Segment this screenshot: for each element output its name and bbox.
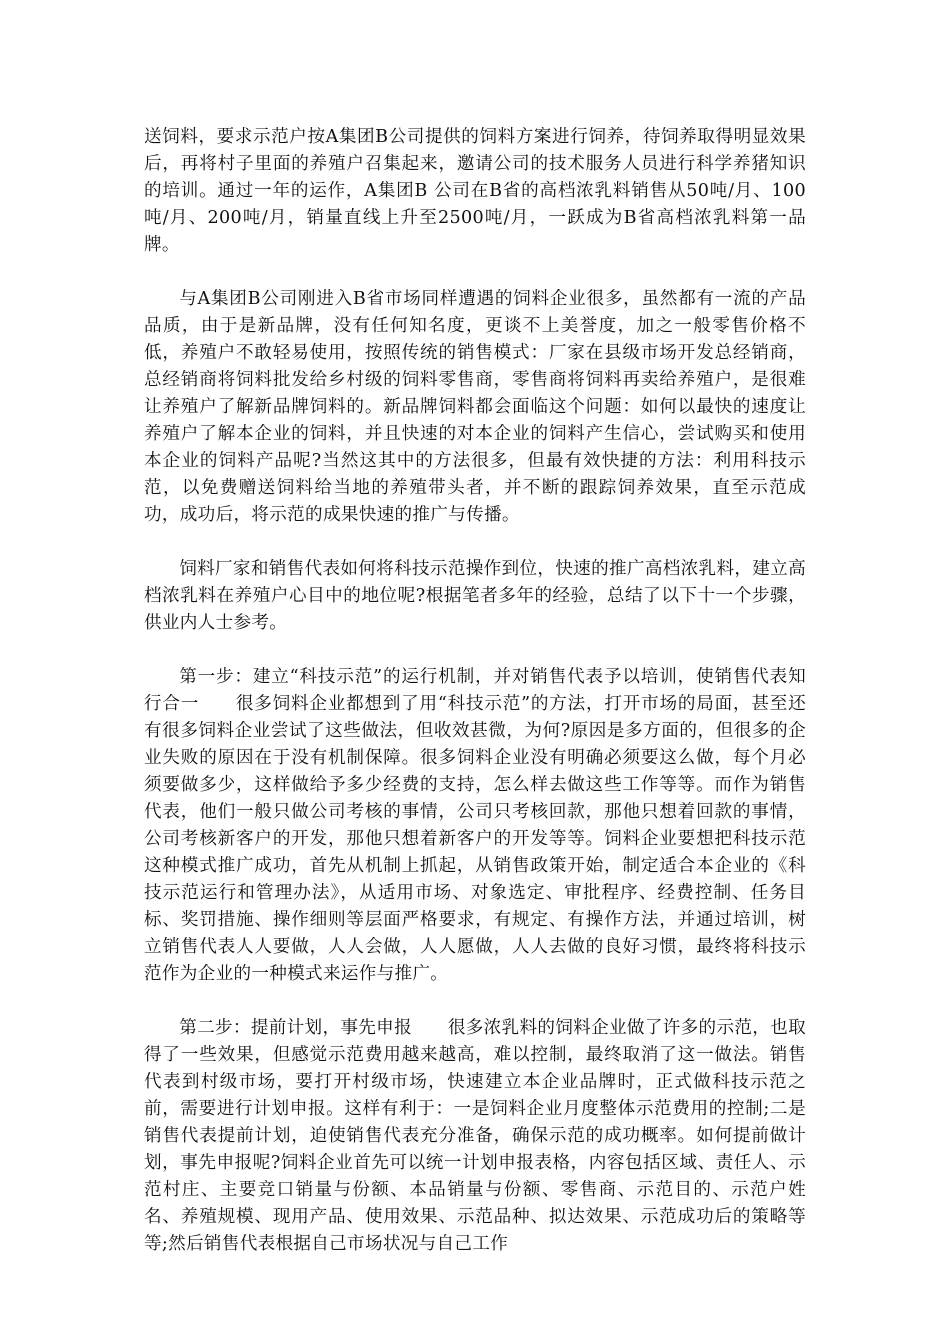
paragraph-1: 送饲料，要求示范户按A集团B公司提供的饲料方案进行饲养，待饲养取得明显效果后，再将村子里面的养殖户召集起来，邀请公司的技术服务人员进行科学养猪知识的培训。通过一年的运作，A集团B 公司在B省的高档浓乳料销售从50吨/月、100吨/月、200吨/月，销量直线上升至2500吨/月，一跃成为B省高档浓乳料第一品牌。 [144, 127, 806, 255]
paragraph-3: 饲料厂家和销售代表如何将科技示范操作到位，快速的推广高档浓乳料，建立高档浓乳料在养殖户心目中的地位呢?根据笔者多年的经验，总结了以下十一个步骤，供业内人士参考。 [144, 559, 806, 633]
paragraph-step-1: 第一步：建立“科技示范”的运行机制，并对销售代表予以培训，使销售代表知行合一 很多饲料企业都想到了用“科技示范”的方法，打开市场的局面，甚至还有很多饲料企业尝试了这些做法，但收效甚微，为何?原因是多方面的，但很多的企业失败的原因在于没有机制保障。很多饲料企业没有明确必须要这么做，每个月必须要做多少，这样做给予多少经费的支持，怎么样去做这些工作等等。而作为销售代表，他们一般只做公司考核的事情，公司只考核回款，那他只想着回款的事情，公司考核新客户的开发，那他只想着新客户的开发等等。饲料企业要想把科技示范这种模式推广成功，首先从机制上抓起，从销售政策开始，制定适合本企业的《科技示范运行和管理办法》，从适用市场、对象选定、审批程序、经费控制、任务目标、奖罚措施、操作细则等层面严格要求，有规定、有操作方法，并通过培训，树立销售代表人人要做，人人会做，人人愿做，人人去做的良好习惯，最终将科技示范作为企业的一种模式来运作与推广。 [144, 667, 806, 984]
document-body [144, 124, 806, 1258]
paragraph-step-2: 第二步：提前计划，事先申报 很多浓乳料的饲料企业做了许多的示范，也取得了一些效果，但感觉示范费用越来越高，难以控制，最终取消了这一做法。销售代表到村级市场，要打开村级市场，快速建立本企业品牌时，正式做科技示范之前，需要进行计划申报。这样有利于：一是饲料企业月度整体示范费用的控制;二是销售代表提前计划，迫使销售代表充分准备，确保示范的成功概率。如何提前做计划，事先申报呢?饲料企业首先可以统一计划申报表格，内容包括区域、责任人、示范村庄、主要竞口销量与份额、本品销量与份额、零售商、示范目的、示范户姓名、养殖规模、现用产品、使用效果、示范品种、拟达效果、示范成功后的策略等等;然后销售代表根据自己市场状况与自己工作 [144, 1018, 806, 1254]
paragraph-2: 与A集团B公司刚进入B省市场同样遭遇的饲料企业很多，虽然都有一流的产品品质，由于是新品牌，没有任何知名度，更谈不上美誉度，加之一般零售价格不低，养殖户不敢轻易使用，按照传统的销售模式：厂家在县级市场开发总经销商，总经销商将饲料批发给乡村级的饲料零售商，零售商将饲料再卖给养殖户，是很难让养殖户了解新品牌饲料的。新品牌饲料都会面临这个问题：如何以最快的速度让养殖户了解本企业的饲料，并且快速的对本企业的饲料产生信心，尝试购买和使用本企业的饲料产品呢?当然这其中的方法很多，但最有效快捷的方法：利用科技示范，以免费赠送饲料给当地的养殖带头者，并不断的跟踪饲养效果，直至示范成功，成功后，将示范的成果快速的推广与传播。 [144, 289, 806, 525]
